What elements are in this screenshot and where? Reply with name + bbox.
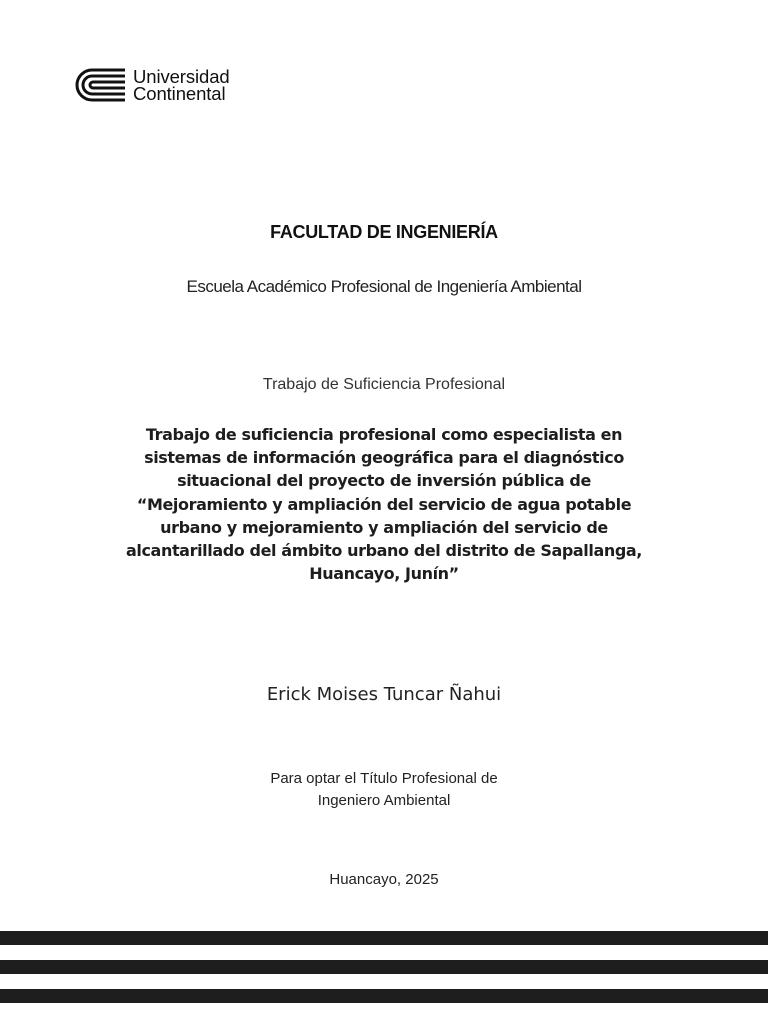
school-name: Escuela Académico Profesional de Ingeniería Ambiental xyxy=(186,277,582,296)
place-and-date: Huancayo, 2025 xyxy=(329,871,439,888)
thesis-title: Trabajo de suficiencia profesional como especialista en sistemas de información geográfica para el diagnóstico situacional del proyecto de inversión pública de “Mejoramiento y ampliación del servicio de agua potable urbano y mejoramiento y ampliación del servicio de alcantarillado del ámbito urbano del distrito de Sapallanga, Huancayo, Junín” xyxy=(125,425,642,584)
universidad-continental-logo-icon xyxy=(75,66,127,104)
stripe-1 xyxy=(0,931,768,945)
logo-wordmark xyxy=(133,68,230,102)
document-type: Trabajo de Suficiencia Profesional xyxy=(262,376,506,393)
degree-line-1: Para optar el Título Profesional de xyxy=(270,770,498,787)
faculty-heading: FACULTAD DE INGENIERÍA xyxy=(270,222,498,242)
degree-statement xyxy=(0,768,768,811)
university-logo xyxy=(75,66,230,104)
logo-line-1: Universidad xyxy=(133,66,230,87)
decorative-stripes xyxy=(0,931,768,1018)
degree-line-2: Ingeniero Ambiental xyxy=(317,791,451,809)
author-name: Erick Moises Tuncar Ñahui xyxy=(266,684,502,705)
stripe-2 xyxy=(0,960,768,974)
stripe-3 xyxy=(0,989,768,1003)
logo-line-2: Continental xyxy=(133,83,226,104)
